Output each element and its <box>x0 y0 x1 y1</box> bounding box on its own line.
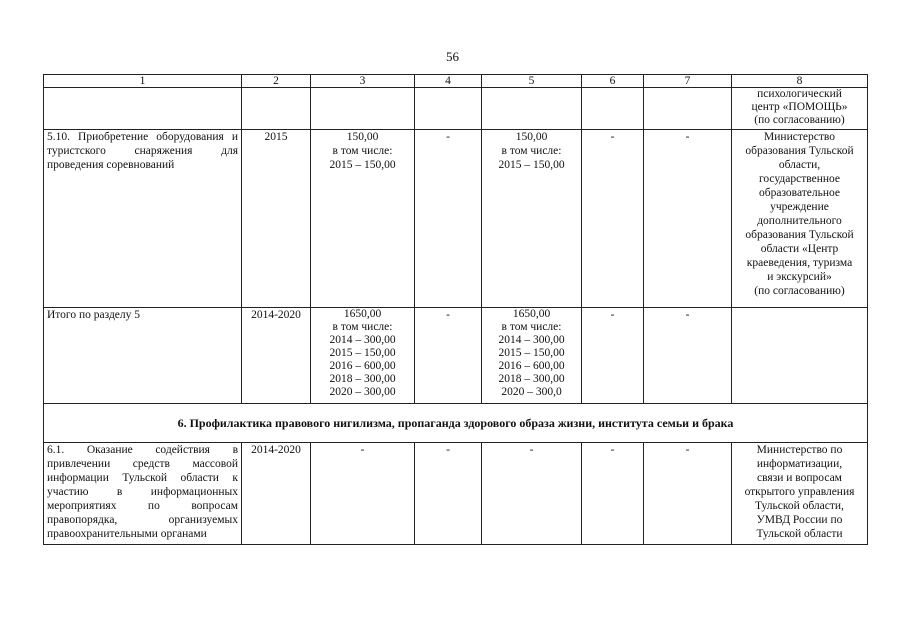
period-cell: 2015 <box>242 130 311 308</box>
table-row <box>44 88 868 130</box>
funding-regional-cell <box>482 130 582 308</box>
activity-name-cell: 6.1. Оказание содействия в привлечении средств массовой информации Тульской области к участию в информационных мероприятиях по вопросам правопорядка, организуемых правоохранительными органами <box>44 443 242 545</box>
column-header: 5 <box>482 75 582 88</box>
text-line: 1650,00 <box>343 308 382 320</box>
text-line: 2015 – 150,00 <box>329 159 396 171</box>
cell: - <box>582 308 644 404</box>
cell <box>415 88 482 130</box>
text-line: 150,00 <box>346 131 379 143</box>
column-header: 3 <box>311 75 415 88</box>
text-line: связи и вопросам <box>757 472 842 484</box>
table-row <box>44 308 868 404</box>
section-row <box>44 404 868 443</box>
text-line: образования Тульской <box>745 145 854 157</box>
text-line: 2018 – 300,00 <box>329 373 396 385</box>
cell: - <box>582 130 644 308</box>
text-line: образовательное <box>758 187 841 199</box>
text-line: 2014 – 300,00 <box>329 334 396 346</box>
cell <box>582 88 644 130</box>
text-line: образования Тульской <box>745 229 854 241</box>
text-line: Министерство <box>764 131 835 143</box>
column-header: 7 <box>644 75 732 88</box>
text-line: учреждение <box>770 201 829 213</box>
column-header: 8 <box>732 75 868 88</box>
text-line: 2016 – 600,00 <box>329 360 396 372</box>
text-line: 2014 – 300,00 <box>498 334 565 346</box>
activity-name-cell: 5.10. Приобретение оборудования и туристского снаряжения для проведения соревнований <box>44 130 242 308</box>
cell: - <box>644 308 732 404</box>
text-line: в том числе: <box>332 145 393 157</box>
executor-cell <box>732 308 868 404</box>
cell <box>242 88 311 130</box>
executor-cell <box>732 88 868 130</box>
text-line: области, <box>778 159 821 171</box>
text-line: информатизации, <box>756 458 843 470</box>
text-line: и экскурсий» <box>767 271 832 283</box>
cell: - <box>644 443 732 545</box>
column-header: 6 <box>582 75 644 88</box>
cell: - <box>582 443 644 545</box>
text-line: 2016 – 600,00 <box>498 360 565 372</box>
text-line: 2015 – 150,00 <box>498 347 565 359</box>
column-header: 4 <box>415 75 482 88</box>
period-cell: 2014-2020 <box>242 308 311 404</box>
text-line: (по согласованию) <box>754 285 845 297</box>
funding-total-cell <box>311 130 415 308</box>
text-line: в том числе: <box>501 145 562 157</box>
table-row <box>44 130 868 308</box>
page-number: 56 <box>446 49 459 64</box>
program-table <box>43 74 868 545</box>
executor-cell <box>732 443 868 545</box>
column-header: 2 <box>242 75 311 88</box>
section-title: 6. Профилактика правового нигилизма, пропаганда здорового образа жизни, института семьи и брака <box>44 404 868 443</box>
funding-regional-cell: - <box>482 443 582 545</box>
cell <box>311 88 415 130</box>
text-line: психологический <box>757 88 842 100</box>
text-line: области «Центр <box>760 243 839 255</box>
cell <box>44 88 242 130</box>
funding-total-cell <box>311 308 415 404</box>
text-line: центр «ПОМОЩЬ» <box>751 101 848 113</box>
text-line: 1650,00 <box>512 308 551 320</box>
text-line: 2015 – 150,00 <box>329 347 396 359</box>
column-header: 1 <box>44 75 242 88</box>
text-line: (по согласованию) <box>754 114 845 126</box>
cell: - <box>644 130 732 308</box>
funding-regional-cell <box>482 308 582 404</box>
text-line: дополнительного <box>757 215 842 227</box>
text-line: Тульской области <box>756 528 843 540</box>
text-line: Министерство по <box>756 444 843 456</box>
funding-total-cell: - <box>311 443 415 545</box>
text-line: 2020 – 300,00 <box>329 386 396 398</box>
text-line: Тульской области, <box>755 500 844 512</box>
text-line: 150,00 <box>515 131 548 143</box>
text-line: открытого управления <box>744 486 855 498</box>
cell <box>482 88 582 130</box>
executor-cell <box>732 130 868 308</box>
header-row <box>44 75 868 88</box>
text-line: 2020 – 300,0 <box>501 386 562 398</box>
table-row <box>44 443 868 545</box>
cell: - <box>415 308 482 404</box>
text-line: 2018 – 300,00 <box>498 373 565 385</box>
text-line: в том числе: <box>501 321 562 333</box>
cell <box>644 88 732 130</box>
text-line: 2015 – 150,00 <box>498 159 565 171</box>
text-line: УМВД России по <box>756 514 843 526</box>
cell: - <box>415 130 482 308</box>
text-line: краеведения, туризма <box>746 257 853 269</box>
text-line: государственное <box>758 173 841 185</box>
activity-name-cell: Итого по разделу 5 <box>44 308 242 404</box>
period-cell: 2014-2020 <box>242 443 311 545</box>
text-line: в том числе: <box>332 321 393 333</box>
cell: - <box>415 443 482 545</box>
